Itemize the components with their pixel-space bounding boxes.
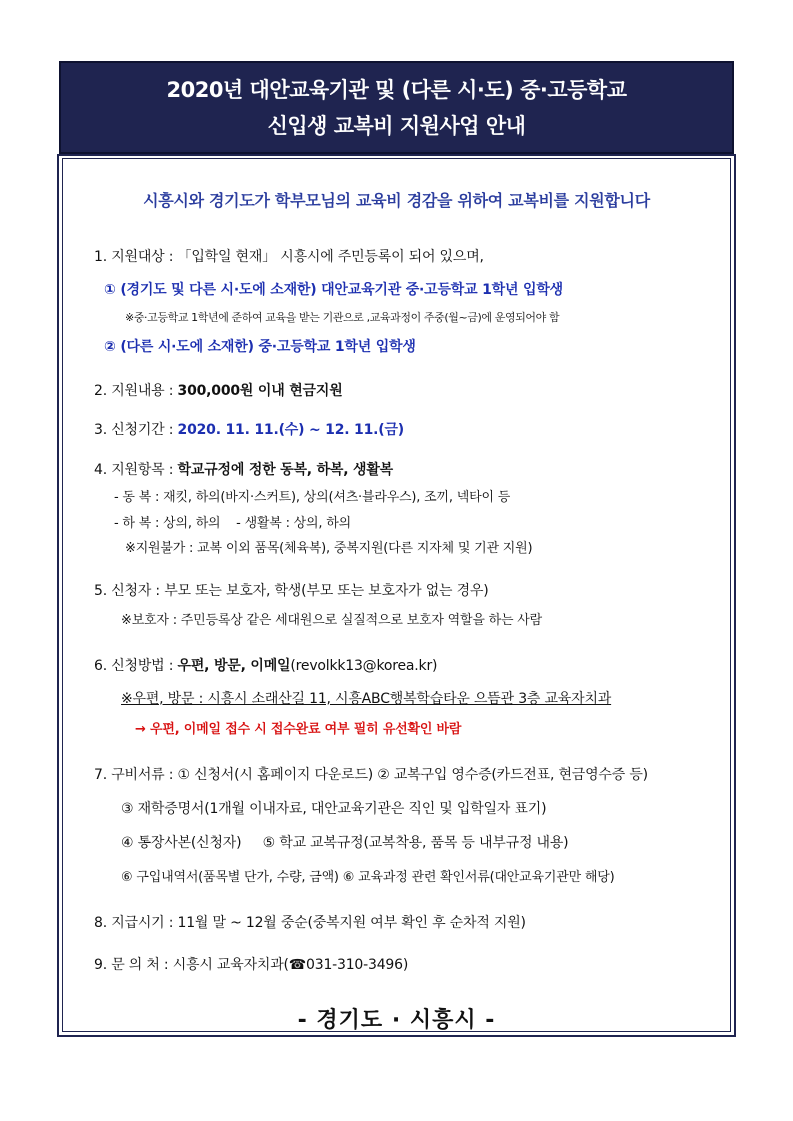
eligibility-item-1: ① (경기도 및 다른 시·도에 소재한) 대안교육기관 중·고등학교 1학년 입학생 — [104, 282, 563, 298]
documents-line-3: ④ 통장사본(신청자) ⑤ 학교 교복규정(교복착용, 품목 등 내부규정 내용) — [121, 835, 569, 851]
section-6-method — [94, 655, 437, 675]
section-9-contact: 9. 문 의 처 : 시흥시 교육자치과(☎031-310-3496) — [94, 957, 409, 973]
title-line-1: 2020년 대안교육기관 및 (다른 시·도) 중·고등학교 — [166, 77, 627, 102]
exclusion-note: ※지원불가 : 교복 이외 품목(체육복), 중복지원(다른 지자체 및 기관 지원) — [125, 541, 533, 556]
items-label: 4. 지원항목 : — [94, 462, 178, 478]
period-value: 2020. 11. 11.(수) ~ 12. 11.(금) — [177, 422, 404, 438]
items-value: 학교규정에 정한 동복, 하복, 생활복 — [177, 462, 393, 478]
documents-line-4: ⑥ 구입내역서(품목별 단가, 수량, 금액) ⑥ 교육과정 관련 확인서류(대안교육기관만 해당) — [121, 870, 615, 885]
method-label: 6. 신청방법 : — [94, 658, 178, 674]
title-line-2: 신입생 교복비 지원사업 안내 — [267, 113, 526, 138]
email-address[interactable]: (revolkk13@korea.kr) — [290, 658, 438, 674]
section-7-documents: 7. 구비서류 : ① 신청서(시 홈페이지 다운로드) ② 교복구입 영수증(카드전표, 현금영수증 등) — [94, 767, 648, 783]
winter-uniform-line: - 동 복 : 재킷, 하의(바지·스커트), 상의(셔츠·블라우스), 조끼, 넥타이 등 — [114, 490, 511, 505]
address-line: ※우편, 방문 : 시흥시 소래산길 11, 시흥ABC행복학습타운 으뜸관 3층 교육자치과 — [121, 691, 612, 707]
footer-signature: - 경기도 · 시흥시 - — [297, 1008, 496, 1033]
support-value: 300,000원 이내 현금지원 — [177, 383, 343, 399]
section-3-period — [94, 419, 404, 439]
headline: 시흥시와 경기도가 학부모님의 교육비 경감을 위하여 교복비를 지원합니다 — [143, 191, 650, 210]
documents-line-2: ③ 재학증명서(1개월 이내자료, 대안교육기관은 직인 및 입학일자 표기) — [121, 801, 547, 817]
section-4-items — [94, 459, 393, 479]
eligibility-note: ※중·고등학교 1학년에 준하여 교육을 받는 기관으로 ,교육과정이 주중(월~금)에 운영되어야 함 — [125, 311, 560, 324]
guardian-note: ※보호자 : 주민등록상 같은 세대원으로 실질적으로 보호자 역할을 하는 사람 — [121, 613, 543, 628]
section-1-eligibility: 1. 지원대상 : 「입학일 현재」 시흥시에 주민등록이 되어 있으며, — [94, 249, 484, 265]
section-2-support — [94, 380, 343, 400]
support-label: 2. 지원내용 : — [94, 383, 178, 399]
period-label: 3. 신청기간 : — [94, 422, 178, 438]
method-values: 우편, 방문, 이메일 — [177, 658, 291, 674]
section-8-payment: 8. 지급시기 : 11월 말 ~ 12월 중순(중복지원 여부 확인 후 순차적 지원) — [94, 915, 526, 931]
eligibility-item-2: ② (다른 시·도에 소재한) 중·고등학교 1학년 입학생 — [104, 339, 416, 355]
summer-uniform-line: - 하 복 : 상의, 하의 - 생활복 : 상의, 하의 — [114, 516, 351, 531]
title-banner — [59, 61, 734, 154]
phone-confirm-warning: → 우편, 이메일 접수 시 접수완료 여부 필히 유선확인 바람 — [135, 722, 462, 737]
section-5-applicant: 5. 신청자 : 부모 또는 보호자, 학생(부모 또는 보호자가 없는 경우) — [94, 583, 489, 599]
